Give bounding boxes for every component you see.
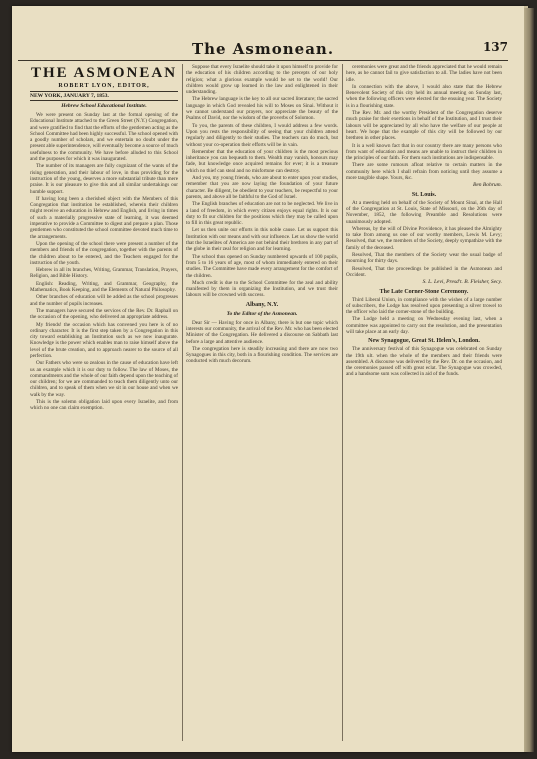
paragraph: In connection with the above, I would also state that the Hebrew Benevolent Society of this city held its annual meeting on Sunday last, when the following officers were elected for the ensuing year. The Society is in a flourishing state. (346, 83, 502, 109)
column-2 (186, 64, 338, 743)
signature: Ben Bohrum. (472, 182, 502, 189)
paragraph: We were present on Sunday last at the formal opening of the Educational Institute attached to the Green Street (N.Y.) Congregation, and were gratified to find that the efforts of the gentlemen acting as the School Committee had been highly successful. The school opened with a goodly number of scholars, and we entertain no doubt under the present able superintendence, will eventually become a source of much usefulness to the community. We have before alluded to this School and the purposes for which it was inaugurated. (30, 112, 178, 163)
signature: S. L. Levi, Presd't. B. Fleisher, Secy. (422, 279, 502, 286)
paragraph: It is a well known fact that in our country there are many persons who from want of education and means are unable to instruct their children in the principles of our faith. For them such institutions are indispensable. (346, 142, 502, 162)
paragraph: And you, my young friends, who are about to enter upon your studies, remember that you are now laying the foundation of your future character. Be diligent, be obedient to your teachers, be respectful to your parents, and above all be faithful to the God of Israel. (186, 175, 338, 200)
paragraph: Suppose that every Israelite should take it upon himself to provide for the education of his children according to the precepts of our holy religion; what a glorious example would be set to the world! Our children would grow up learned in the law and enlightened in their understanding. (186, 64, 338, 96)
paragraph: The English branches of education are not to be neglected. We live in a land of freedom, in which every citizen enjoys equal rights. It is our duty to fit our children for the positions which they may be called upon to fill in this great republic. (186, 201, 338, 227)
paragraph: The number of its managers are fully cognizant of the wants of the rising generation, and their labour of love, in thus providing for the instruction of the young, deserves a more substantial tribute than mere praise. It is our pleasure to give this and all similar undertakings our humble support. (30, 163, 178, 195)
column-1 (30, 64, 178, 743)
page-header (18, 40, 508, 58)
paragraph: English: Reading, Writing, and Grammar, Geography, the Mathematics, Book Keeping, and the Elements of Natural Philosophy. (30, 280, 178, 294)
paragraph: This is the solemn obligation laid upon every Israelite, and from which no one can claim exemption. (30, 399, 178, 412)
column-divider (342, 64, 343, 741)
paragraph: The Hebrew language is the key to all our sacred literature; the sacred language in which God revealed his will to Moses on Sinai. Without it we cannot understand our prayers, nor appreciate the beauty of the Psalms of David, nor the wisdom of the proverbs of Solomon. (186, 96, 338, 122)
paragraph: There are some rumours afloat relative to certain matters in the community here which I shall refrain from noticing until they assume a more tangible shape. Yours, &c. (346, 162, 502, 182)
paragraph: Let us then unite our efforts in this noble cause. Let us support this Institution with our means and with our influence. Let us show the world that the Israelites of America are not behind their brethren in any part of the globe in their zeal for religion and for learning. (186, 227, 338, 253)
section-heading: Albany, N.Y. (245, 301, 279, 308)
paragraph: Hebrew in all its branches, Writing, Grammar, Translation, Prayers, Religion, and Bible History. (30, 267, 178, 280)
paragraph: Third Liberal Union, in compliance with the wishes of a large number of subscribers, the Lodge has resolved upon presenting a silver trowel to the officer who laid the corner-stone of the building. (346, 296, 502, 316)
paragraph: The Rev. Mr. and the worthy President of the Congregation deserve much praise for their exertions in behalf of the Institution, and I trust their labours will be appreciated by all who have the welfare of our people at heart. We hope that the example of this city will be followed by our brethren in other places. (346, 110, 502, 142)
article-heading: Hebrew School Educational Institute. (61, 103, 147, 109)
paragraph: The congregation here is steadily increasing and there are now two Synagogues in this city, both in a flourishing condition. The services are conducted with much decorum. (186, 345, 338, 365)
paragraph: Remember that the education of your children is the most precious inheritance you can bequeath to them. Wealth may vanish, honours may fade, but knowledge once acquired remains for ever; it is a treasure which no thief can steal and no misfortune can destroy. (186, 148, 338, 174)
running-title: The Asmonean. (191, 40, 335, 58)
column-divider (182, 64, 183, 741)
letter-salutation: To the Editor of the Asmonean. (226, 310, 298, 317)
paragraph: Upon the opening of the school there were present a number of the members and friends of the congregation, together with the parents of the children about to be entered, and the Teachers engaged for the instruction of the youth. (30, 240, 178, 266)
paragraph: At a meeting held on behalf of the Society of Mount Sinai, at the Hall of the Congregation at St. Louis, State of Missouri, on the 26th day of November, 1852, the following Preamble and Resolutions were unanimously adopted. (346, 199, 502, 225)
section-heading: The Late Corner-Stone Ceremony. (379, 288, 469, 295)
paragraph: ceremonies were great and the friends appreciated that he would remain here, as he cannot fail to give satisfaction to all. The ladies have not been idle. (346, 64, 502, 83)
paragraph: Other branches of education will be added as the school progresses and the number of pupils increases. (30, 294, 178, 307)
paragraph: The Lodge held a meeting on Wednesday evening last, when a committee was appointed to carry out the resolution, and the presentation will take place at an early day. (346, 316, 502, 335)
column-3 (346, 64, 502, 743)
paragraph: Resolved, That the proceedings be published in the Asmonean and Occident. (346, 265, 502, 278)
paragraph: The school thus opened on Sunday numbered upwards of 100 pupils, from 5 to 16 years of age, most of whom immediately entered on their studies. The Committee have made every arrangement for the comfort of the children. (186, 253, 338, 279)
paragraph: The anniversary festival of this Synagogue was celebrated on Sunday the 19th ult. when the whole of the members and their friends were assembled. A discourse was delivered by the Rev. Dr. on the occasion, and the ceremonies passed off with great eclat. The Synagogue was crowded, and a handsome sum was collected in aid of the funds. (346, 346, 502, 378)
section-heading: New Synagogue, Great St. Helen's, London. (368, 338, 480, 345)
paragraph: Dear Sir — Having for once in Albany, there is but one topic which interests our community, the arrival of the Rev. Mr. who has been elected Minister of the Congregation. He delivered a discourse on Sabbath last before a large and attentive audience. (186, 319, 338, 345)
page-number: 137 (482, 40, 508, 54)
paragraph: Our Fathers who were so zealous in the cause of education have left us an example which it is our duty to follow. The law of Moses, the commandments and the whole of our faith depend upon the teaching of our children; for we are commanded to teach them diligently unto our children, and to speak of them when we sit in our house and when we walk by the way. (30, 360, 178, 398)
masthead-editor: ROBERT LYON, EDITOR, (58, 83, 150, 89)
paragraph: Whereas, by the will of Divine Providence, it has pleased the Almighty to take from among us one of our worthy members, Lewis M. Levy; Resolved, that we, the members of the Society, deeply sympathize with the family of the deceased. (346, 225, 502, 251)
paragraph: My friends! the occasion which has convened you here is of no ordinary character. It is the first step taken by a Congregation in this city toward establishing an Institution such as we now inaugurate. Knowledge is the power which enables man to raise himself above the level of the brute creation, and to approach nearer to the source of all perfection. (30, 321, 178, 359)
masthead-dateline: NEW YORK, JANUARY 7, 1853. (30, 91, 178, 101)
book-edge (524, 8, 534, 752)
paragraph: If having long been a cherished object with the Members of this Congregation that institution be established, wherein their children might receive an education in Hebrew and English, and living in times of such a materially progressive state of learning, it was deemed imperative to provide a Committee to digest and prepare a plan. Those gentlemen who constituted the school committee devoted much time to the arrangements. (30, 195, 178, 240)
masthead-title: THE ASMONEAN (30, 65, 178, 81)
header-rule (18, 60, 508, 61)
paragraph: To you, the parents of these children, I would address a few words. Upon you rests the responsibility of seeing that your children attend regularly and diligently to their studies. The teachers can do much, but without your co-operation their efforts will be in vain. (186, 122, 338, 148)
paragraph: The managers have secured the services of the Rev. Dr. Raphall on the occasion of the opening, who delivered an appropriate address. (30, 307, 178, 321)
section-heading: St. Louis. (411, 191, 437, 198)
paragraph: Much credit is due to the School Committee for the zeal and ability manifested by them in organizing the Institution, and we trust their labours will be crowned with success. (186, 279, 338, 299)
paragraph: Resolved, That the members of the Society wear the usual badge of mourning for thirty days. (346, 252, 502, 265)
